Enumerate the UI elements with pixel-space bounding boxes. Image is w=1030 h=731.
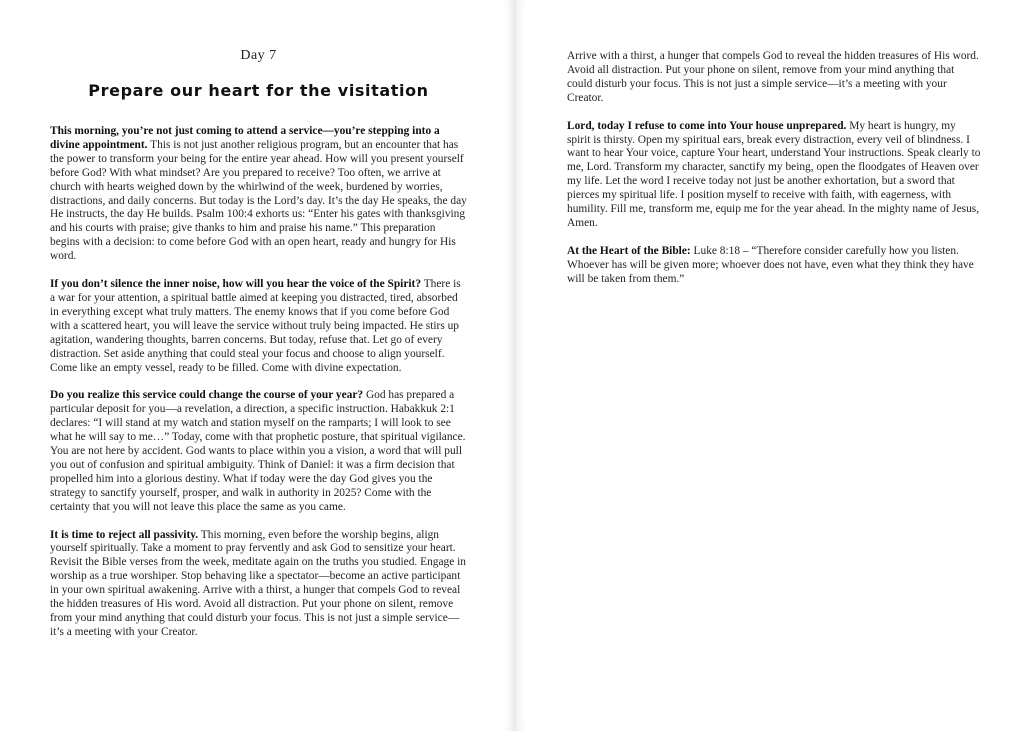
paragraph-reject-passivity (50, 529, 467, 640)
paragraph-lead: This morning, you’re not just coming to attend a service—you’re stepping into a divine appointment. (50, 125, 440, 151)
page-title: Prepare our heart for the visitation (88, 81, 429, 100)
paragraph-body: My heart is hungry, my spirit is thirsty. Open my spiritual ears, break every distraction, every veil of blindness. I want to hear Your voice, capture Your heart, understand Your instructions. Speak clearly to me, Lord. Transform my character, sanctify my being, open the floodgates of Heaven over my life. Let the word I receive today not just be another exhortation, but a sword that pierces my spiritual life. I position myself to receive with faith, with eagerness, with humility. Fill me, transform me, equip me for the year ahead. In the mighty name of Jesus, Amen. (567, 119, 981, 229)
paragraph-body: There is a war for your attention, a spiritual battle aimed at keeping you distracted, tired, absorbed in everything except what truly matters. The enemy knows that if you come before God with a scattered heart, you will leave the service without truly being impacted. He stirs up agitation, wandering thoughts, barren concerns. But today, refuse that. Let go of every distraction. Set aside anything that could steal your focus and choose to align yourself. Come like an empty vessel, ready to be filled. Come with divine expectation. (50, 278, 461, 374)
paragraph-body: Arrive with a thirst, a hunger that compels God to reveal the hidden treasures of His word. Avoid all distraction. Put your phone on silent, remove from your mind anything that could disturb your focus. This is not just a simple service—it’s a meeting with your Creator. (567, 50, 979, 104)
right-page (515, 0, 1030, 731)
paragraph-heart-of-bible (567, 245, 982, 287)
paragraph-arrive-thirst (567, 50, 982, 106)
paragraph-lead: It is time to reject all passivity. (50, 528, 199, 541)
paragraph-body: Luke 8:18 – “Therefore consider carefully how you listen. Whoever has will be given more; whoever does not have, even what they think they have will be taken from them.” (567, 244, 974, 285)
paragraph-lead: Lord, today I refuse to come into Your house unprepared. (567, 119, 847, 132)
paragraph-prayer (567, 120, 982, 231)
paragraph-body: This is not just another religious program, but an encounter that has the power to transform your being for the entire year ahead. How will you present yourself before God? With what mindset? Are you prepared to receive? Too often, we arrive at church with hearts weighed down by the whirlwind of the week, burdened by worries, distractions, and daily concerns. But today is the Lord’s day. It’s the day He speaks, the day He instructs, the day He builds. Psalm 100:4 exhorts us: “Enter his gates with thanksgiving and his courts with praise; give thanks to him and praise his name.” This preparation begins with a decision: to come before God with an open heart, ready and hungry for His word. (50, 138, 467, 263)
paragraph-lead: At the Heart of the Bible: (567, 244, 691, 257)
day-label: Day 7 (240, 48, 277, 63)
paragraph-body: God has prepared a particular deposit for you—a revelation, a direction, a specific instruction. Habakkuk 2:1 declares: “I will stand at my watch and station myself on the ramparts; I will look to see what he will say to me…” Today, come with that prophetic posture, that spiritual vigilance. You are not here by accident. God wants to place within you a vision, a word that will pull you out of confusion and spiritual ambiguity. Think of Daniel: it was a firm decision that propelled him into a glorious destiny. What if today were the day God gives you the strategy to sanctify yourself, prosper, and walk in authority in 2025? Come with the certainty that you will not leave this place the same as you came. (50, 389, 466, 513)
paragraph-change-course (50, 389, 467, 514)
paragraph-divine-appointment (50, 125, 467, 264)
paragraph-body: This morning, even before the worship begins, align yourself spiritually. Take a moment to pray fervently and ask God to sensitize your heart. Revisit the Bible verses from the week, meditate again on the truths you studied. Engage in worship as a true worshiper. Stop behaving like a spectator—become an active participant in your own spiritual awakening. Arrive with a thirst, a hunger that compels God to reveal the hidden treasures of His word. Avoid all distraction. Put your phone on silent, remove from your mind anything that could disturb your focus. This is not just a simple service—it’s a meeting with your Creator. (50, 528, 466, 638)
paragraph-lead: If you don’t silence the inner noise, how will you hear the voice of the Spirit? (50, 278, 422, 291)
paragraph-inner-noise (50, 278, 467, 375)
paragraph-lead: Do you realize this service could change the course of your year? (50, 389, 364, 402)
